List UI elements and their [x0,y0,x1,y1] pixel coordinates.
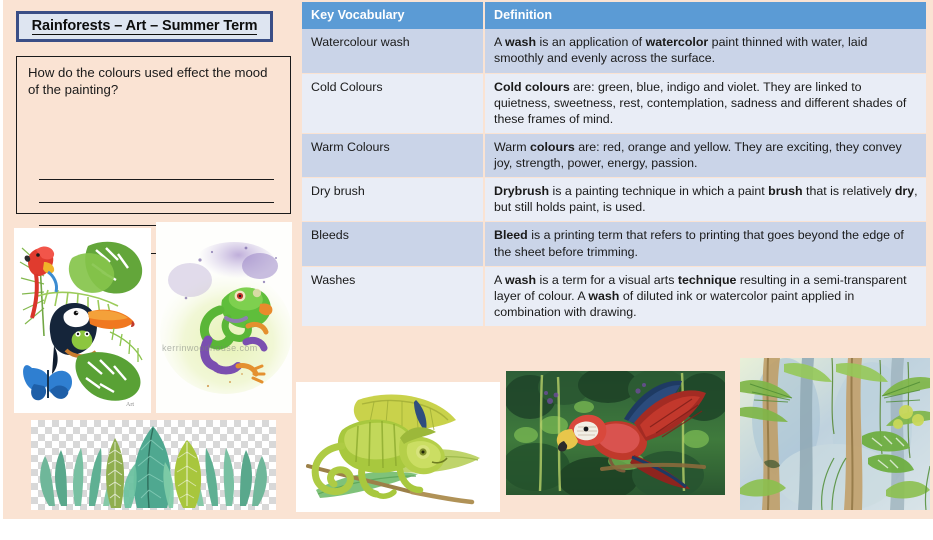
column-header-definition: Definition [484,2,926,29]
tropical-leaves-illustration-icon [31,420,276,510]
vocab-term: Watercolour wash [302,29,484,73]
vocab-definition: Bleed is a printing term that refers to printing that goes beyond the edge of the sheet before trimming. [484,222,926,266]
answer-line[interactable] [39,202,274,203]
question-prompt: How do the colours used effect the mood of the painting? [28,65,268,97]
image-watermark: kerrinwoodhouse.com [162,343,258,353]
chameleon-illustration-icon [296,382,500,512]
jungle-trees-illustration-icon [740,358,930,510]
vocab-definition: A wash is a term for a visual arts technique resulting in a semi-transparent layer of colour. A wash of diluted ink or watercolor paint applied in combination with drawing. [484,266,926,326]
vocab-definition: Cold colours are: green, blue, indigo and violet. They are linked to quietness, sweetness, rest, contemplation, sadness and different shades of these frames of mind. [484,73,926,133]
page-title: Rainforests – Art – Summer Term [31,17,258,34]
key-vocabulary-table [302,2,926,327]
table-header-row [302,2,926,29]
scarlet-macaw-illustration-icon [506,371,725,495]
table-row [302,178,926,222]
question-box [16,56,291,214]
table-row [302,73,926,133]
table-row [302,29,926,73]
tree-frog-illustration-icon [156,222,292,413]
artwork-toucan-print [14,228,151,413]
slide-title-box [16,11,273,42]
artwork-leaf-banner [31,420,276,510]
artwork-chameleon [296,382,500,512]
table-row [302,266,926,326]
answer-line[interactable] [39,179,274,180]
vocab-definition: A wash is an application of watercolor paint thinned with water, laid smoothly and evenly across the surface. [484,29,926,73]
vocab-definition: Drybrush is a painting technique in which a paint brush that is relatively dry, but still holds paint, is used. [484,178,926,222]
svg-text:Art: Art [126,402,134,408]
column-header-key-vocabulary: Key Vocabulary [302,2,484,29]
vocab-term: Bleeds [302,222,484,266]
artwork-scarlet-macaw [506,371,725,495]
toucan-illustration-icon [14,228,151,413]
table-row [302,133,926,177]
artwork-jungle-trees [740,358,930,510]
vocab-term: Washes [302,266,484,326]
vocab-term: Warm Colours [302,133,484,177]
artwork-tree-frog [156,222,292,413]
table-row [302,222,926,266]
vocab-term: Dry brush [302,178,484,222]
vocab-definition: Warm colours are: red, orange and yellow. They are exciting, they convey joy, strength, power, energy, passion. [484,133,926,177]
vocab-term: Cold Colours [302,73,484,133]
